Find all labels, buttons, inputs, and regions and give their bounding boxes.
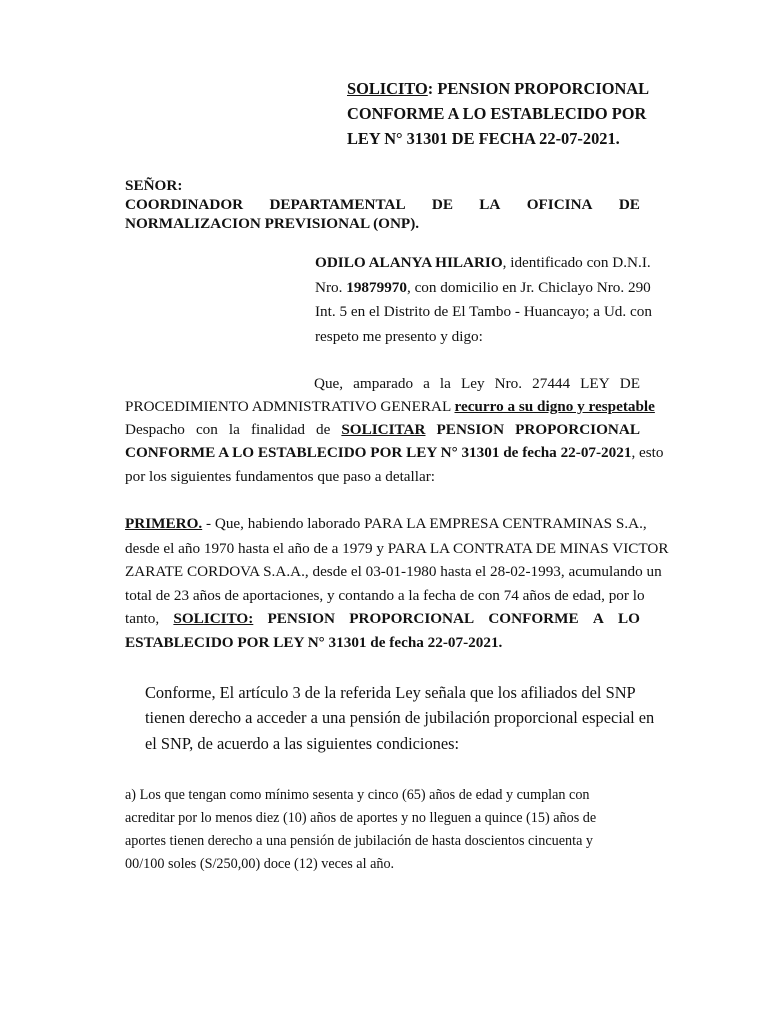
intro-line-2: [315, 278, 651, 298]
word: LA: [479, 196, 501, 213]
solicito-label: SOLICITO: [347, 79, 428, 98]
word: SOLICITO:: [173, 610, 254, 627]
word: PENSION: [267, 610, 336, 627]
word: de: [315, 421, 331, 438]
word: PROPORCIONAL: [349, 610, 475, 627]
para1-line-2: [125, 397, 655, 417]
petitioner-name: ODILO ALANYA HILARIO: [315, 254, 503, 271]
item-a-line-3: aportes tienen derecho a una pensión de jubilación de hasta doscientos cincuenta y: [125, 833, 594, 849]
dni-number: 19879970: [346, 279, 407, 296]
word: Nro.: [494, 375, 523, 392]
para1-line-2-underlined: recurro a su digno y respetable: [454, 398, 655, 415]
intro-line-3: Int. 5 en el Distrito de El Tambo - Huancayo; a Ud. con: [315, 303, 652, 320]
word: a: [423, 375, 430, 392]
primero-line-5: [125, 609, 640, 629]
word: la: [439, 375, 451, 392]
word: DE: [431, 196, 453, 213]
word: DEPARTAMENTAL: [269, 196, 406, 213]
conforme-line-3: el SNP, de acuerdo a las siguientes condiciones:: [145, 734, 460, 753]
word: OFICINA: [526, 196, 593, 213]
word: LEY: [580, 375, 610, 392]
heading-line-2: CONFORME A LO ESTABLECIDO POR: [347, 104, 647, 123]
word: amparado: [353, 375, 414, 392]
senor-label: SEÑOR:: [125, 177, 183, 194]
heading-line-1-rest: : PENSION PROPORCIONAL: [427, 79, 650, 98]
word: CONFORME: [488, 610, 579, 627]
conforme-line-2: tienen derecho a acceder a una pensión de jubilación proporcional especial en: [145, 708, 655, 727]
primero-line-2: desde el año 1970 hasta el año de a 1979 y PARA LA CONTRATA DE MINAS VICTOR: [125, 540, 669, 557]
word: finalidad: [250, 421, 305, 438]
item-a-line-1: a) Los que tengan como mínimo sesenta y cinco (65) años de edad y cumplan con: [125, 787, 590, 803]
primero-line-1-rest: - Que, habiendo laborado PARA LA EMPRESA CENTRAMINAS S.A.,: [202, 515, 647, 532]
word: con: [195, 421, 218, 438]
intro-nro-label: Nro.: [315, 279, 347, 296]
intro-line-4: respeto me presento y digo:: [315, 328, 483, 345]
para1-line-4: [125, 443, 664, 463]
para1-line-1: [314, 374, 640, 394]
para1-line-3: [125, 420, 640, 440]
word: DE: [619, 375, 640, 392]
addressee-line-2: NORMALIZACION PREVISIONAL (ONP).: [125, 215, 420, 232]
word: SOLICITAR: [341, 421, 426, 438]
primero-label: PRIMERO.: [125, 515, 203, 532]
word: Que,: [314, 375, 344, 392]
word: LO: [618, 610, 640, 627]
primero-line-6: ESTABLECIDO POR LEY N° 31301 de fecha 22-07-2021.: [125, 634, 503, 651]
intro-line-2-rest: , con domicilio en Jr. Chiclayo Nro. 290: [406, 279, 651, 296]
word: la: [228, 421, 240, 438]
word: PROPORCIONAL: [515, 421, 640, 438]
item-a-line-2: acreditar por lo menos diez (10) años de aportes y no lleguen a quince (15) años de: [125, 810, 597, 826]
word: Ley: [460, 375, 485, 392]
word: PENSION: [436, 421, 505, 438]
word: A: [592, 610, 604, 627]
word: Despacho: [125, 421, 185, 438]
primero-line-4: total de 23 años de aportaciones, y contando a la fecha de con 74 años de edad, por lo: [125, 587, 645, 604]
heading-line-3: LEY N° 31301 DE FECHA 22-07-2021.: [347, 129, 620, 148]
item-a-line-4: 00/100 soles (S/250,00) doce (12) veces al año.: [125, 856, 395, 872]
addressee-line-1: [125, 195, 640, 215]
para1-line-4-rest: , esto: [631, 444, 664, 461]
word: tanto,: [125, 610, 160, 627]
conforme-line-1: Conforme, El artículo 3 de la referida Ley señala que los afiliados del SNP: [145, 683, 636, 702]
para1-line-5: por los siguientes fundamentos que paso a detallar:: [125, 468, 436, 485]
word: DE: [618, 196, 640, 213]
para1-line-4-bold: CONFORME A LO ESTABLECIDO POR LEY N° 31301 de fecha 22-07-2021: [125, 444, 632, 461]
word: 27444: [532, 375, 571, 392]
primero-line-1: [125, 514, 647, 534]
heading-line-1: [347, 79, 650, 99]
para1-line-2-text: PROCEDIMIENTO ADMNISTRATIVO GENERAL: [125, 398, 455, 415]
intro-line-1-rest: , identificado con D.N.I.: [502, 254, 651, 271]
primero-line-3: ZARATE CORDOVA S.A.A., desde el 03-01-1980 hasta el 28-02-1993, acumulando un: [125, 563, 662, 580]
word: COORDINADOR: [125, 196, 244, 213]
intro-line-1: [315, 253, 651, 273]
